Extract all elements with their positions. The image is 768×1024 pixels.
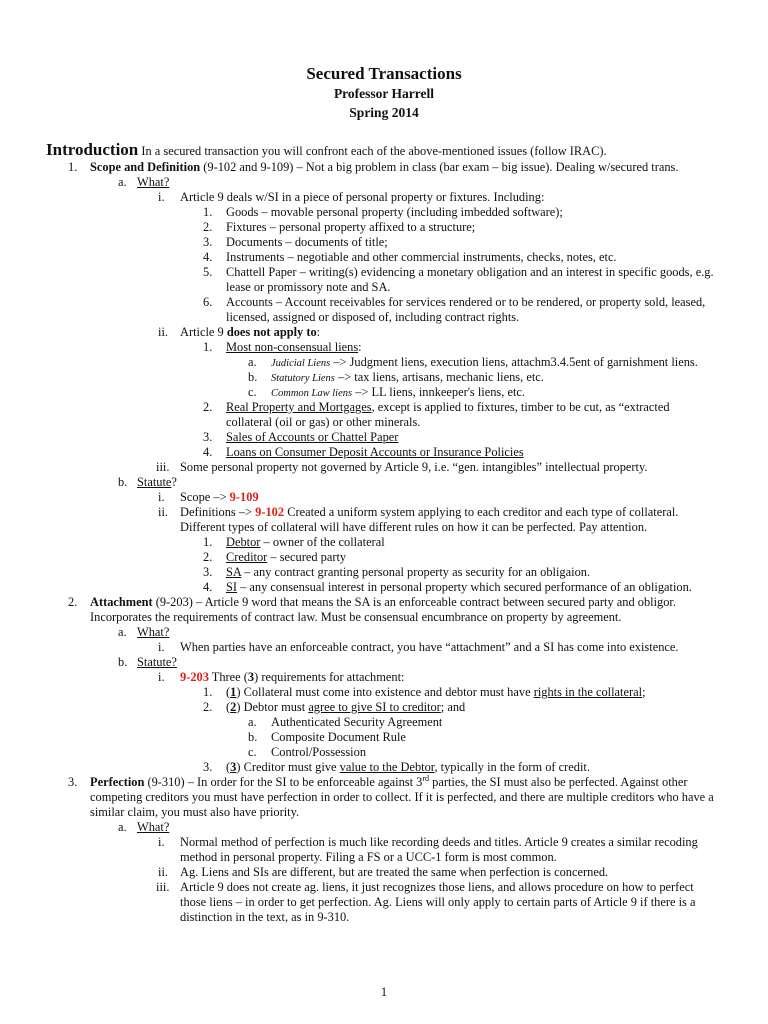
intro-text: In a secured transaction you will confront each of the above-mentioned issues (follow IRAC). [141, 144, 607, 158]
statute-ref: 9-109 [229, 490, 259, 504]
outline-text: ( [226, 760, 231, 774]
outline-text: method in personal property. Filing a FS or a UCC-1 form is most common. [180, 850, 557, 864]
outline-text: – any contract granting personal property as security for an obligaion. [244, 565, 591, 579]
outline-num: 2. [68, 595, 78, 609]
underlined-text: rights in the collateral [533, 685, 643, 699]
outline-num: c. [248, 745, 257, 759]
outline-num: 4. [203, 250, 213, 264]
outline-num: 2. [203, 400, 213, 414]
outline-text: Debtor must [243, 700, 306, 714]
statute-ref: 9-102 [255, 505, 285, 519]
outline-num: 1. [68, 160, 78, 174]
outline-text: Scope –> [180, 490, 227, 504]
intro-line [46, 140, 607, 161]
outline-num: ii. [158, 325, 168, 339]
outline-text: : [358, 340, 362, 354]
outline-text [180, 505, 678, 520]
outline-num: b. [248, 730, 258, 744]
requirement [226, 700, 465, 715]
definition [226, 565, 590, 580]
section-text: (9-203) – Article 9 word that means the SA is an enforceable contract between secured party and obligor. [155, 595, 676, 609]
outline-text [271, 385, 525, 401]
outline-text: collateral (oil or gas) or other minerals. [226, 415, 421, 429]
outline-text: ; and [440, 700, 466, 714]
outline-text: Definitions –> [180, 505, 253, 519]
outline-text: ( [226, 700, 231, 714]
outline-text: , except is applied to fixtures, timber to be cut, as “extracted [371, 400, 670, 414]
outline-text: Article 9 does not create ag. liens, it just recognizes those liens, and allows procedure on how to perfect [180, 880, 694, 894]
professor-name: Professor Harrell [333, 86, 435, 101]
outline-text [180, 490, 259, 505]
outline-num: 3. [203, 565, 213, 579]
subheading: What? [137, 820, 170, 834]
outline-text: those liens – in order to get perfection. Ag. Liens will only apply to certain parts of Article 9 if there is a [180, 895, 696, 909]
outline-num: a. [248, 355, 257, 369]
outline-num: 3. [68, 775, 78, 789]
section-1-line [90, 160, 678, 175]
outline-text: distinction in the text, as in 9-310. [180, 910, 350, 924]
outline-text: Instruments – negotiable and other commercial instruments, checks, notes, etc. [226, 250, 617, 264]
term: Spring 2014 [349, 105, 419, 120]
outline-num: 4. [203, 445, 213, 459]
subheading: What? [137, 175, 170, 189]
outline-text: Fixtures – personal property affixed to a structure; [226, 220, 476, 234]
requirement [226, 760, 590, 775]
underlined-text: value to the Debtor [339, 760, 435, 774]
section-heading: Perfection [90, 775, 145, 789]
outline-num: 2. [203, 550, 213, 564]
outline-text: Some personal property not governed by Article 9, i.e. “gen. intangibles” intellectual property. [180, 460, 648, 474]
outline-text: ) requirements for attachment: [254, 670, 405, 684]
outline-text: ) [236, 685, 241, 699]
underlined-text: Most non-consensual liens [226, 340, 359, 354]
outline-num: i. [158, 640, 165, 654]
outline-num: 1. [203, 340, 213, 354]
outline-num: i. [158, 835, 165, 849]
outline-text: , typically in the form of credit. [434, 760, 590, 774]
outline-text: ) [236, 700, 241, 714]
outline-text: Accounts – Account receivables for services rendered or to be rendered, or property sold, leased, [226, 295, 706, 309]
italic-text: Common Law liens [271, 388, 353, 399]
outline-num: a. [248, 715, 257, 729]
underlined-text: Loans on Consumer Deposit Accounts or Insurance Policies [226, 445, 524, 459]
section-3-line [90, 775, 687, 790]
section-text: similar claim, you must also have priority. [90, 805, 300, 819]
outline-num: a. [118, 625, 127, 639]
outline-num: 1. [203, 685, 213, 699]
outline-text: ; [642, 685, 646, 699]
outline-num: 2. [203, 700, 213, 714]
outline-text [226, 400, 670, 415]
underlined-text: agree to give SI to creditor [308, 700, 441, 714]
outline-text: –> tax liens, artisans, mechanic liens, etc. [338, 370, 544, 384]
bold-text: 1 [230, 685, 237, 699]
outline-num: 5. [203, 265, 213, 279]
outline-text: –> LL liens, innkeeper's liens, etc. [355, 385, 525, 399]
outline-text: Chattell Paper – writing(s) evidencing a monetary obligation and an interest in specific goods, e.g. [226, 265, 714, 279]
outline-text: –> Judgment liens, execution liens, attachm3.4.5ent of garnishment liens. [333, 355, 698, 369]
outline-num: ii. [158, 865, 168, 879]
definition [226, 580, 692, 595]
outline-text: Control/Possession [271, 745, 367, 759]
document-title: Secured Transactions [306, 64, 462, 83]
outline-text: licensed, assigned or disposed of, including contract rights. [226, 310, 520, 324]
definition [226, 535, 385, 550]
outline-text [180, 325, 320, 340]
underlined-text: Sales of Accounts or Chattel Paper [226, 430, 399, 444]
underlined-text: Creditor [226, 550, 268, 564]
outline-num: 1. [203, 205, 213, 219]
section-text: competing creditors you must have perfection in order to collect. If it is perfected, and there are multiple creditors who have a [90, 790, 714, 804]
outline-text: Article 9 [180, 325, 224, 339]
outline-text: – secured party [270, 550, 347, 564]
underlined-text: Statute [137, 475, 172, 489]
underlined-text: Real Property and Mortgages [226, 400, 372, 414]
bold-text: 3 [230, 760, 237, 774]
requirement [226, 685, 646, 700]
underlined-text: SA [226, 565, 242, 579]
outline-text: When parties have an enforceable contract, you have “attachment” and a SI has come into existence. [180, 640, 679, 654]
subheading: What? [137, 625, 170, 639]
outline-text: ? [171, 475, 177, 489]
outline-num: 3. [203, 760, 213, 774]
outline-num: i. [158, 670, 165, 684]
outline-num: 4. [203, 580, 213, 594]
outline-num: b. [118, 655, 128, 669]
outline-text: Three ( [211, 670, 248, 684]
outline-num: b. [248, 370, 258, 384]
outline-text: lease or promissory note and SA. [226, 280, 391, 294]
intro-heading: Introduction [46, 140, 139, 159]
outline-text: : [316, 325, 321, 339]
outline-num: i. [158, 190, 165, 204]
outline-num: ii. [158, 505, 168, 519]
outline-text [226, 340, 362, 355]
page-number: 1 [380, 985, 388, 999]
underlined-text: Debtor [226, 535, 261, 549]
bold-text: does not apply to [226, 325, 317, 339]
subheading: Statute? [137, 655, 177, 669]
italic-text: Statutory Liens [271, 373, 335, 384]
italic-text: Judicial Liens [271, 358, 331, 369]
definition [226, 550, 346, 565]
outline-text: Collateral must come into existence and debtor must have [243, 685, 531, 699]
outline-text: Created a uniform system applying to each creditor and each type of collateral. [287, 505, 679, 519]
outline-num: c. [248, 385, 257, 399]
outline-num: 2. [203, 220, 213, 234]
outline-num: 1. [203, 535, 213, 549]
outline-num: 6. [203, 295, 213, 309]
outline-num: iii. [156, 460, 170, 474]
outline-text: Article 9 deals w/SI in a piece of personal property or fixtures. Including: [180, 190, 545, 204]
section-text: parties, the SI must also be perfected. Against other [432, 775, 688, 789]
outline-num: a. [118, 820, 127, 834]
outline-num: b. [118, 475, 128, 489]
outline-text: Authenticated Security Agreement [271, 715, 443, 729]
subheading [137, 475, 177, 490]
outline-num: i. [158, 490, 165, 504]
outline-text: Ag. Liens and SIs are different, but are treated the same when perfection is concerned. [180, 865, 609, 879]
section-text: (9-310) – In order for the SI to be enforceable against 3 [147, 775, 423, 789]
outline-text: Goods – movable personal property (including imbedded software); [226, 205, 563, 219]
outline-text: Documents – documents of title; [226, 235, 388, 249]
outline-text: Normal method of perfection is much like recording deeds and titles. Article 9 creates a similar recoding [180, 835, 698, 849]
section-2-line [90, 595, 676, 610]
bold-text: 3 [247, 670, 255, 684]
outline-text: – any consensual interest in personal property which secured performance of an obligation. [240, 580, 692, 594]
outline-text: ( [226, 685, 231, 699]
superscript: rd [422, 773, 430, 783]
outline-text: – owner of the collateral [263, 535, 385, 549]
section-text: (9-102 and 9-109) – Not a big problem in class (bar exam – big issue). Dealing w/secured trans. [203, 160, 679, 174]
outline-text: Composite Document Rule [271, 730, 406, 744]
outline-text: ) [236, 760, 241, 774]
outline-text [271, 370, 544, 386]
outline-num: 3. [203, 235, 213, 249]
outline-num: 3. [203, 430, 213, 444]
section-heading: Attachment [90, 595, 153, 609]
statute-ref: 9-203 [180, 670, 209, 684]
outline-text: Creditor must give [243, 760, 337, 774]
outline-text: Different types of collateral will have different rules on how it can be perfected. Pay attention. [180, 520, 648, 534]
bold-text: 2 [230, 700, 237, 714]
underlined-text: SI [226, 580, 238, 594]
outline-num: iii. [156, 880, 170, 894]
outline-text [271, 355, 698, 371]
section-text: Incorporates the requirements of contract law. Must be consensual encumbrance on property by agreement. [90, 610, 622, 624]
outline-num: a. [118, 175, 127, 189]
section-heading: Scope and Definition [90, 160, 201, 174]
outline-text [180, 670, 404, 685]
